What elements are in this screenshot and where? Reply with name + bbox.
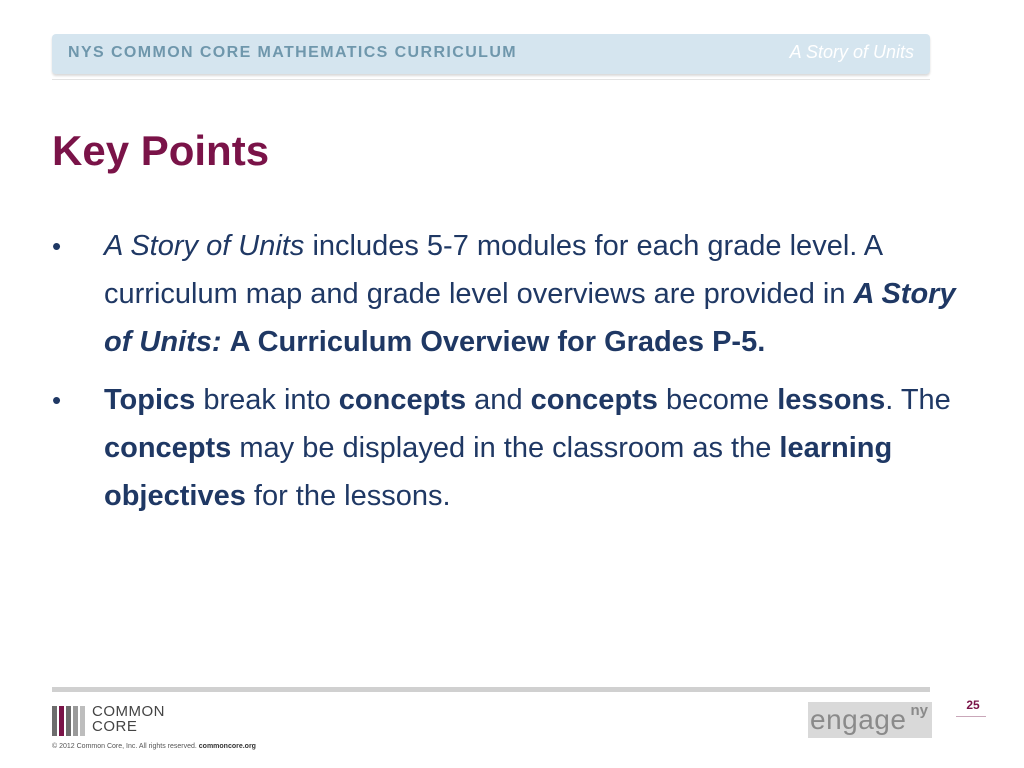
page-number-underline bbox=[956, 716, 986, 717]
text-segment: . The bbox=[885, 384, 951, 416]
logo-line-common: COMMON bbox=[92, 703, 165, 720]
header-band bbox=[52, 34, 930, 74]
commoncore-link[interactable]: commoncore.org bbox=[198, 743, 256, 750]
text-segment: become bbox=[657, 384, 778, 416]
bullet-dot-icon: • bbox=[52, 231, 62, 261]
text-segment: may be displayed in the classroom as the bbox=[231, 432, 780, 464]
footer-divider bbox=[52, 687, 930, 692]
header-divider bbox=[52, 79, 930, 80]
bullet-list bbox=[52, 222, 962, 530]
text-story-of-units: A Story of Units bbox=[104, 230, 305, 262]
copyright-notice bbox=[52, 743, 256, 750]
engage-wordmark: engage bbox=[810, 704, 907, 735]
text-learning-objectives: learning objectives bbox=[104, 432, 893, 512]
bullet-item-modules bbox=[52, 222, 962, 366]
slide-title: Key Points bbox=[52, 127, 270, 174]
text-segment: for the lessons. bbox=[245, 480, 451, 512]
text-concepts: concepts bbox=[104, 432, 232, 464]
text-segment: break into bbox=[195, 384, 339, 416]
text-story-of-units-title: A Story of Units: bbox=[104, 278, 956, 358]
text-curriculum-overview: A Curriculum Overview for Grades P-5. bbox=[229, 326, 766, 358]
text-segment: includes 5-7 modules for each grade level. A curriculum map and grade level overviews are provided in bbox=[104, 230, 882, 310]
text-topics: Topics bbox=[104, 384, 196, 416]
logo-line-core: CORE bbox=[92, 718, 138, 735]
text-concepts: concepts bbox=[338, 384, 467, 416]
text-segment bbox=[222, 326, 230, 358]
story-of-units-label: A Story of Units bbox=[789, 42, 914, 62]
curriculum-label: NYS COMMON CORE MATHEMATICS CURRICULUM bbox=[68, 44, 518, 61]
copyright-text: © 2012 Common Core, Inc. All rights reserved. bbox=[52, 743, 199, 750]
common-core-wordmark bbox=[92, 704, 165, 734]
text-segment: and bbox=[466, 384, 531, 416]
common-core-bars-icon bbox=[52, 706, 86, 736]
bullet-item-topics bbox=[52, 376, 962, 520]
page-number: 25 bbox=[966, 698, 980, 712]
bullet-dot-icon: • bbox=[52, 385, 62, 415]
text-concepts: concepts bbox=[530, 384, 658, 416]
ny-superscript: ny bbox=[910, 702, 928, 719]
engageny-logo bbox=[808, 702, 932, 738]
text-lessons: lessons bbox=[777, 384, 886, 416]
common-core-logo bbox=[52, 704, 192, 738]
